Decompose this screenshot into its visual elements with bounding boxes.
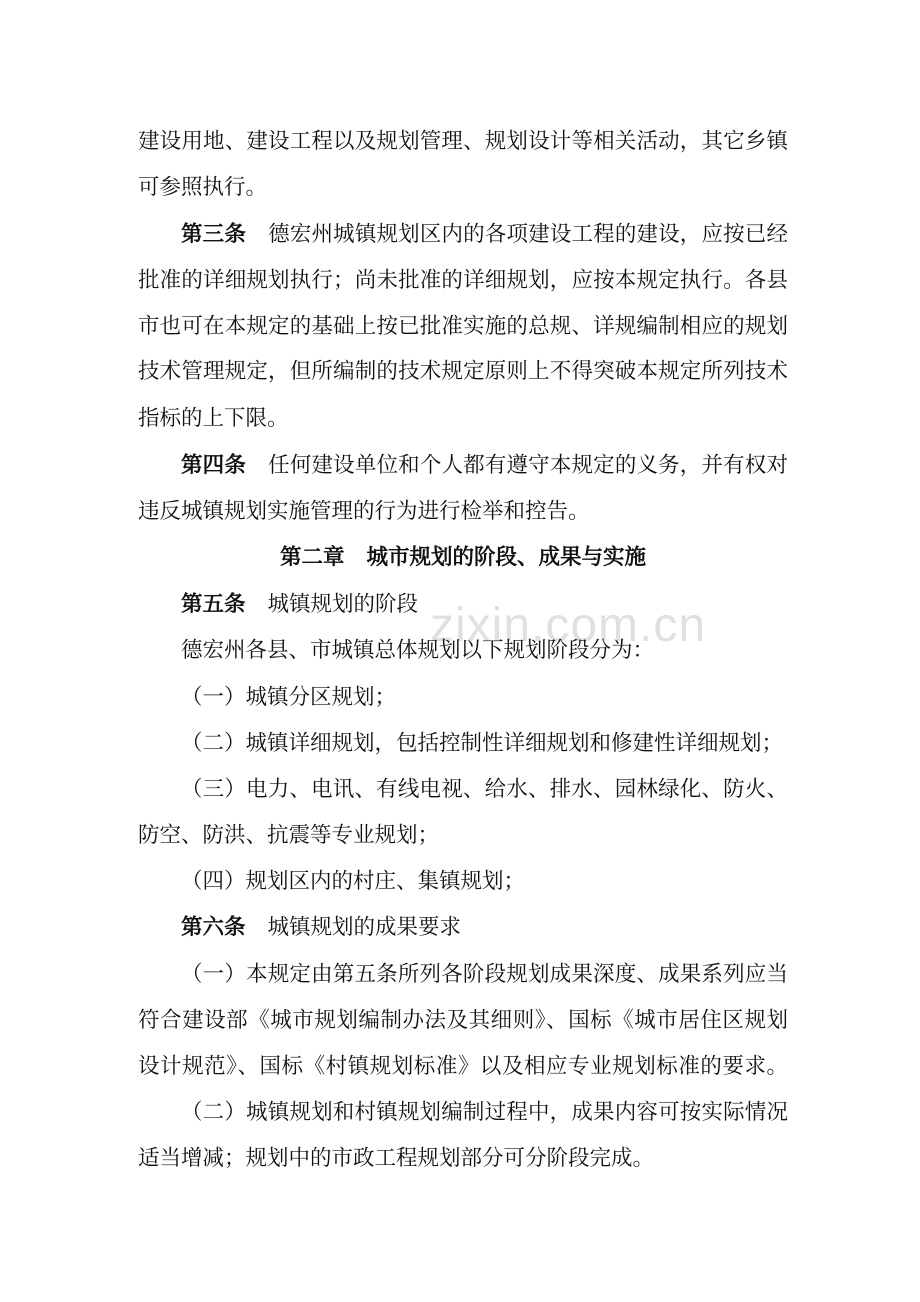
article-3-text: 德宏州城镇规划区内的各项建设工程的建设，应按已经 (268, 222, 788, 247)
article-6-line (181, 913, 788, 943)
list-item: （四）规划区内的村庄、集镇规划； (181, 869, 526, 894)
paragraph-line: 批准的详细规划执行；尚未批准的详细规划，应按本规定执行。各县 (138, 268, 788, 293)
article-5-text: 城镇规划的阶段 (267, 592, 419, 617)
paragraph-line: 市也可在本规定的基础上按已批准实施的总规、详规编制相应的规划 (138, 314, 788, 339)
paragraph-line: 德宏州各县、市城镇总体规划以下规划阶段分为： (181, 638, 655, 663)
article-6-text: 城镇规划的成果要求 (267, 915, 462, 940)
article-3-title: 第三条 (181, 222, 246, 247)
list-item: （二）城镇详细规划，包括控制性详细规划和修建性详细规划； (181, 731, 784, 756)
list-item: （二）城镇规划和村镇规划编制过程中，成果内容可按实际情况 (181, 1100, 788, 1125)
article-3-line (181, 220, 788, 250)
article-4-title: 第四条 (181, 453, 246, 478)
list-item: （一）城镇分区规划； (181, 685, 397, 710)
article-5-line (181, 590, 788, 620)
paragraph-line: 建设用地、建设工程以及规划管理、规划设计等相关活动，其它乡镇 (138, 129, 788, 154)
paragraph-line: 适当增减；规划中的市政工程规划部分可分阶段完成。 (138, 1146, 655, 1171)
watermark: zixin.com.cn (430, 599, 707, 652)
article-4-line (181, 451, 788, 481)
paragraph-line: 可参照执行。 (138, 175, 268, 200)
paragraph-line: 符合建设部《城市规划编制办法及其细则》、国标《城市居住区规划 (138, 1008, 788, 1033)
paragraph-line: 违反城镇规划实施管理的行为进行检举和控告。 (138, 499, 590, 524)
list-item: （三）电力、电讯、有线电视、给水、排水、园林绿化、防火、 (181, 777, 788, 802)
article-4-text: 任何建设单位和个人都有遵守本规定的义务，并有权对 (268, 453, 788, 478)
chapter-number: 第二章 (279, 545, 345, 570)
paragraph-line: 指标的上下限。 (138, 406, 289, 431)
paragraph-line: 设计规范》、国标《村镇规划标准》以及相应专业规划标准的要求。 (138, 1054, 788, 1079)
list-item: （一）本规定由第五条所列各阶段规划成果深度、成果系列应当 (181, 962, 788, 987)
chapter-heading (138, 543, 788, 573)
chapter-title: 城市规划的阶段、成果与实施 (366, 545, 647, 570)
article-6-title: 第六条 (181, 915, 246, 940)
article-5-title: 第五条 (181, 592, 246, 617)
paragraph-line: 防空、防洪、抗震等专业规划； (138, 823, 440, 848)
paragraph-line: 技术管理规定，但所编制的技术规定原则上不得突破本规定所列技术 (138, 359, 788, 384)
